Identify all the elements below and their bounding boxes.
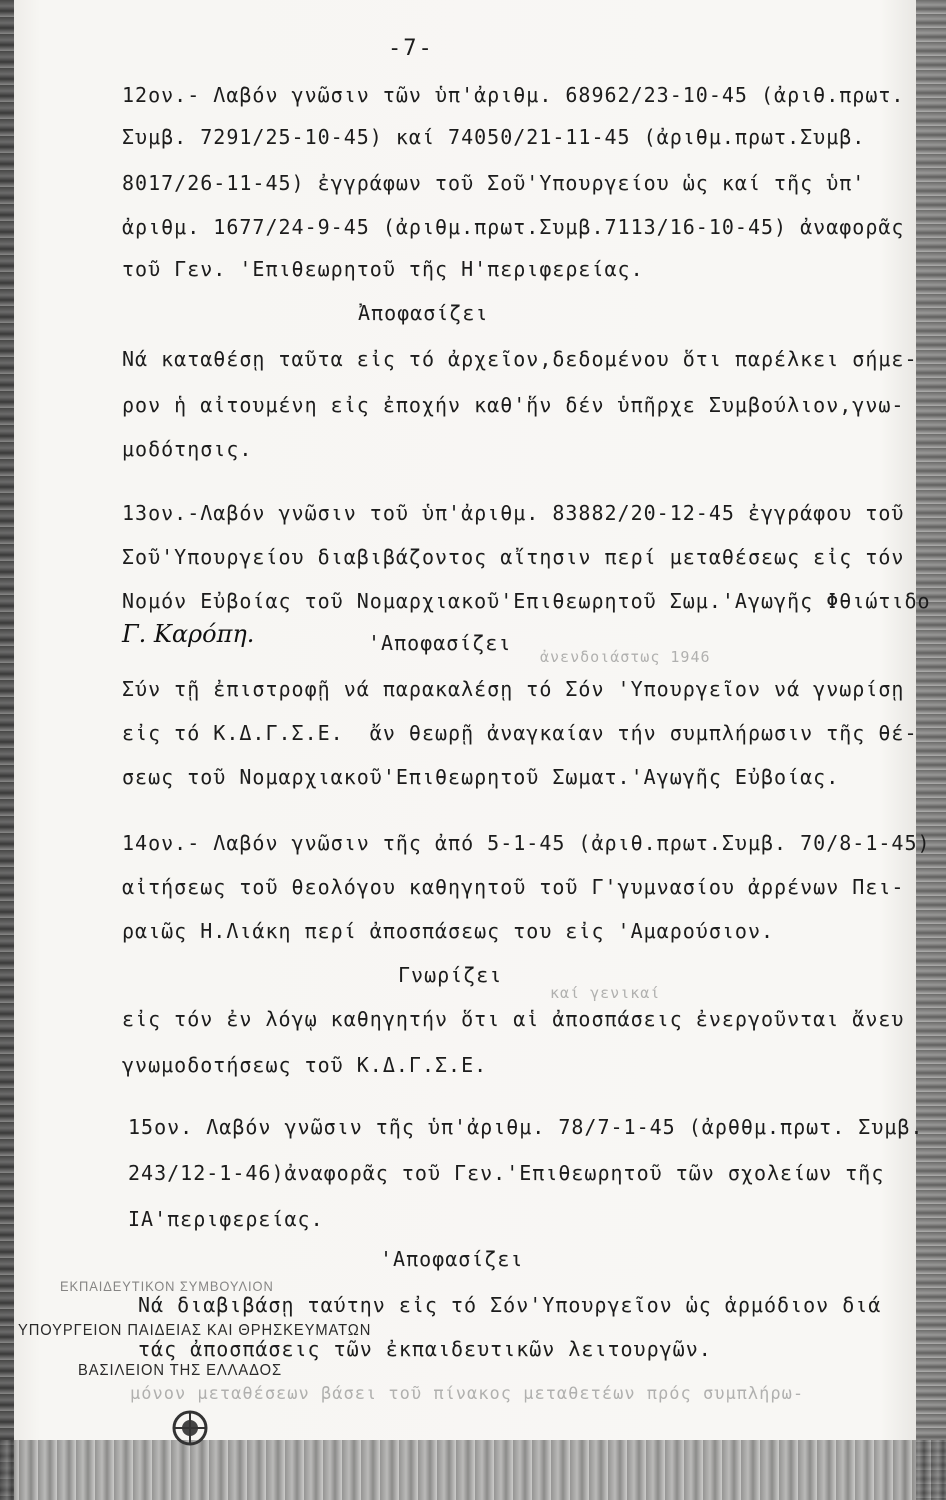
item-12-decision-line-1: Νά καταθέσῃ ταῦτα εἰς τό ἀρχεῖον,δεδομένου ὅτι παρέλκει σήμε- <box>122 347 918 371</box>
item-12-decision-line-3: μοδότησις. <box>122 437 253 461</box>
item-15-line-1: 15ον. Λαβόν γνῶσιν τῆς ὑπ'ἀριθμ. 78/7-1-45 (ἀρθθμ.πρωτ. Συμβ. <box>128 1115 924 1139</box>
item-14-line-3: ραιῶς Η.Λιάκη περί ἀποσπάσεως του εἰς 'Αμαρούσιον. <box>122 919 775 943</box>
item-14-line-1: 14ον.- Λαβόν γνῶσιν τῆς ἀπό 5-1-45 (ἀριθ.πρωτ.Συμβ. 70/8-1-45) <box>122 831 931 855</box>
item-13-decision-line-1: Σύν τῇ ἐπιστροφῇ νά παρακαλέσῃ τό Σόν 'Υπουργεῖον νά γνωρίσῃ <box>122 677 905 701</box>
item-13-decision-line-2: εἰς τό Κ.Δ.Γ.Σ.Ε. ἄν θεωρῇ ἀναγκαίαν τήν συμπλήρωσιν τῆς θέ- <box>122 721 918 745</box>
bleed-through-fragment: ἀνενδοιάστως 1946 <box>540 648 711 666</box>
item-15-line-2: 243/12-1-46)ἀναφορᾶς τοῦ Γεν.'Επιθεωρητοῦ τῶν σχολείων τῆς <box>128 1161 885 1185</box>
item-13-decision-heading: 'Αποφασίζει <box>368 631 512 655</box>
item-12-line-2: Συμβ. 7291/25-10-45) καί 74050/21-11-45 (ἀριθμ.πρωτ.Συμβ. <box>122 125 866 149</box>
item-12-decision-heading: Ἀποφασίζει <box>358 301 489 325</box>
item-15-line-3: ΙΑ'περιφερείας. <box>128 1207 324 1231</box>
bleed-through-fragment: μόνον μεταθέσεων βάσει τοῦ πίνακος μεταθετέων πρός συμπλήρω- <box>130 1384 805 1404</box>
item-12-line-5: τοῦ Γεν. 'Επιθεωρητοῦ τῆς Η'περιφερείας. <box>122 257 644 281</box>
item-14-decision-heading: Γνωρίζει <box>398 963 503 987</box>
stamp-ghost-text: ΕΚΠΑΙΔΕΥΤΙΚΟΝ ΣΥΜΒΟΥΛΙΟΝ <box>60 1278 274 1294</box>
scan-edge-bottom <box>0 1440 946 1500</box>
item-12-line-1: 12ον.- Λαβόν γνῶσιν τῶν ὑπ'ἀριθμ. 68962/23-10-45 (ἀριθ.πρωτ. <box>122 83 905 107</box>
item-13-line-3: Νομόν Εὐβοίας τοῦ Νομαρχιακοῦ'Επιθεωρητοῦ Σωμ.'Αγωγῆς Φθιώτιδο <box>122 589 931 613</box>
item-15-decision-line-2: τάς ἀποσπάσεις τῶν ἐκπαιδευτικῶν λειτουργῶν. <box>138 1337 712 1361</box>
page-number: -7- <box>388 36 434 61</box>
item-13-line-2: Σοῦ'Υπουργείου διαβιβάζοντος αἴτησιν περί μεταθέσεως εἰς τόν <box>122 545 905 569</box>
item-12-line-3: 8017/26-11-45) ἐγγράφων τοῦ Σοῦ'Υπουργείου ὡς καί τῆς ὑπ' <box>122 171 866 195</box>
item-14-decision-line-1: εἰς τόν ἐν λόγῳ καθηγητήν ὅτι αἱ ἀποσπάσεις ἐνεργοῦνται ἄνευ <box>122 1007 905 1031</box>
item-14-line-2: αἰτήσεως τοῦ θεολόγου καθηγητοῦ τοῦ Γ'γυμνασίου ἀρρένων Πει- <box>122 875 905 899</box>
item-13-decision-line-3: σεως τοῦ Νομαρχιακοῦ'Επιθεωρητοῦ Σωματ.'Αγωγῆς Εὐβοίας. <box>122 765 840 789</box>
scan-edge-left <box>0 0 14 1500</box>
item-12-decision-line-2: ρον ἡ αἰτουμένη εἰς ἐποχήν καθ'ἥν δέν ὑπῆρχε Συμβούλιον,γνω- <box>122 393 905 417</box>
scan-edge-right <box>916 0 946 1500</box>
seal-icon <box>170 1408 210 1448</box>
item-13-line-1: 13ον.-Λαβόν γνῶσιν τοῦ ὑπ'ἀριθμ. 83882/20-12-45 ἐγγράφου τοῦ <box>122 501 905 525</box>
item-15-decision-line-1: Νά διαβιβάσῃ ταύτην εἰς τό Σόν'Υπουργεῖον ὡς ἁρμόδιον διά <box>138 1293 882 1317</box>
item-12-line-4: ἀριθμ. 1677/24-9-45 (ἀριθμ.πρωτ.Συμβ.7113/16-10-45) ἀναφορᾶς <box>122 215 905 239</box>
item-14-decision-line-2: γνωμοδοτήσεως τοῦ Κ.Δ.Γ.Σ.Ε. <box>122 1053 488 1077</box>
stamp-ministry: ΥΠΟΥΡΓΕΙΟΝ ΠΑΙΔΕΙΑΣ ΚΑΙ ΘΡΗΣΚΕΥΜΑΤΩΝ <box>18 1322 372 1339</box>
stamp-kingdom: ΒΑΣΙΛΕΙΟΝ ΤΗΣ ΕΛΛΑΔΟΣ <box>78 1362 282 1379</box>
item-15-decision-heading: 'Αποφασίζει <box>380 1247 524 1271</box>
bleed-through-fragment: καί γενικαί <box>550 984 661 1002</box>
handwritten-name: Γ. Καρόπη. <box>122 620 255 648</box>
